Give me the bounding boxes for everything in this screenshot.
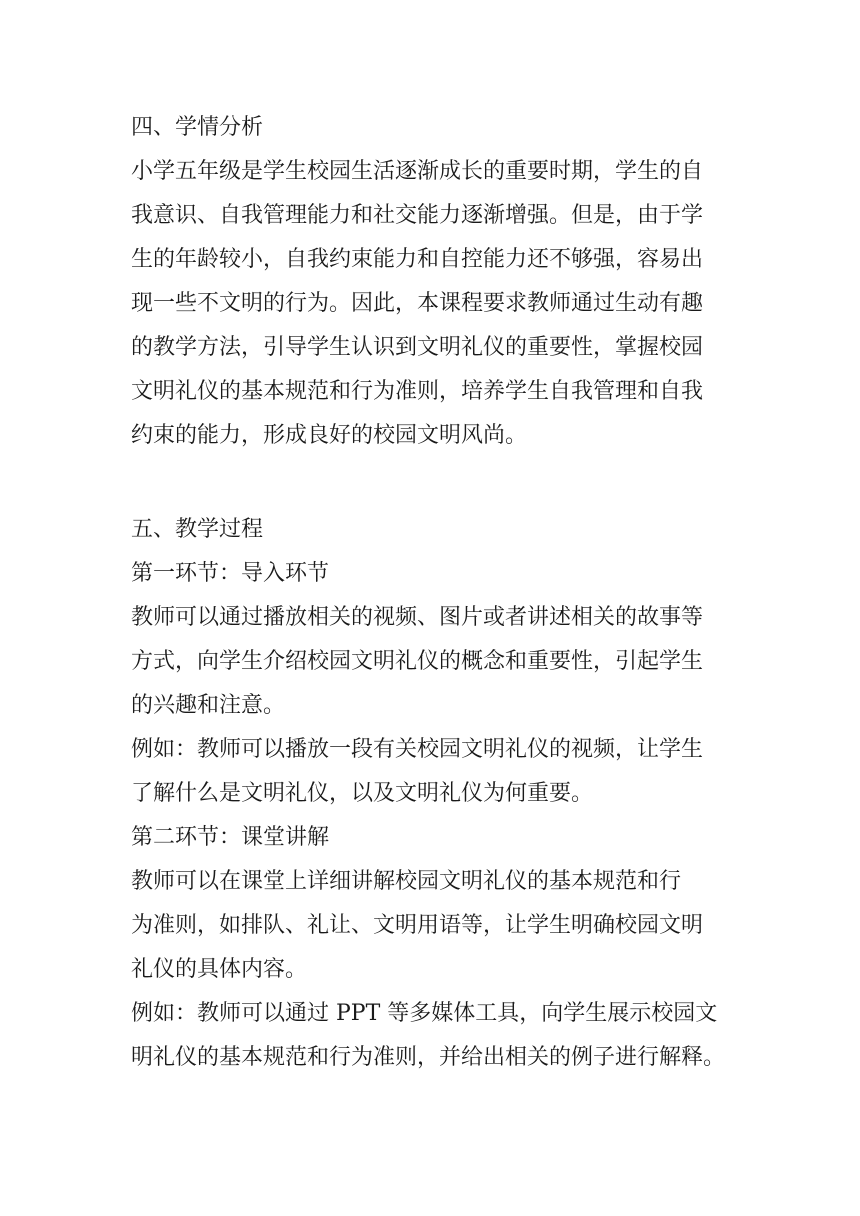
paragraph-line: 生的年龄较小，自我约束能力和自控能力还不够强，容易出: [131, 247, 704, 272]
paragraph-line: 教师可以在课堂上详细讲解校园文明礼仪的基本规范和行: [131, 869, 682, 894]
paragraph-line: 的教学方法，引导学生认识到文明礼仪的重要性，掌握校园: [131, 335, 704, 360]
paragraph-line: 方式，向学生介绍校园文明礼仪的概念和重要性，引起学生: [131, 649, 704, 674]
paragraph-line: 我意识、自我管理能力和社交能力逐渐增强。但是，由于学: [131, 203, 704, 228]
step-title-lecture: 第二环节：课堂讲解: [131, 825, 330, 850]
section-heading-learner-analysis: 四、学情分析: [131, 115, 264, 140]
paragraph-line: 教师可以通过播放相关的视频、图片或者讲述相关的故事等: [131, 605, 704, 630]
paragraph-line: 文明礼仪的基本规范和行为准则，培养学生自我管理和自我: [131, 379, 704, 404]
paragraph-line: 礼仪的具体内容。: [131, 957, 308, 982]
example-line: 了解什么是文明礼仪，以及文明礼仪为何重要。: [131, 781, 594, 806]
example-line: 明礼仪的基本规范和行为准则，并给出相关的例子进行解释。: [131, 1045, 726, 1070]
example-line: 例如：教师可以播放一段有关校园文明礼仪的视频，让学生: [131, 737, 704, 762]
paragraph-line: 约束的能力，形成良好的校园文明风尚。: [131, 423, 528, 448]
step-title-introduction: 第一环节：导入环节: [131, 561, 330, 586]
section-heading-teaching-process: 五、教学过程: [131, 517, 264, 542]
paragraph-line: 现一些不文明的行为。因此，本课程要求教师通过生动有趣: [131, 291, 704, 316]
paragraph-line: 为准则，如排队、礼让、文明用语等，让学生明确校园文明: [131, 913, 704, 938]
example-line: 例如：教师可以通过 PPT 等多媒体工具，向学生展示校园文: [131, 1001, 718, 1026]
paragraph-line: 小学五年级是学生校园生活逐渐成长的重要时期，学生的自: [131, 159, 704, 184]
paragraph-line: 的兴趣和注意。: [131, 693, 286, 718]
